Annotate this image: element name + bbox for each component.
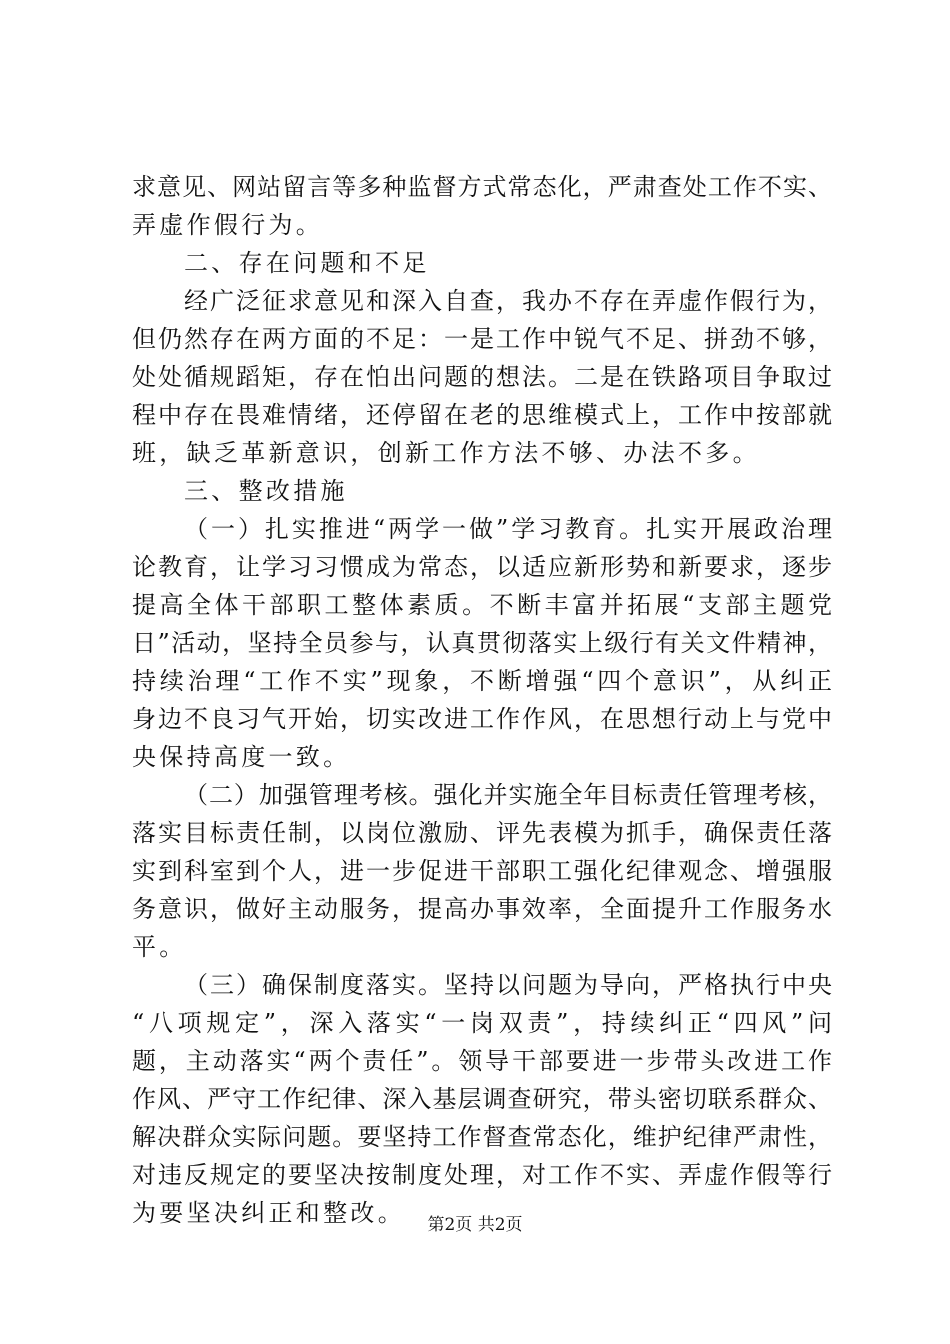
text-line: （二）加强管理考核。强化并实施全年目标责任管理考核， <box>184 781 832 809</box>
text-line: 处处循规蹈矩，存在怕出问题的想法。二是在铁路项目争取过 <box>132 363 832 391</box>
text-line: 落实目标责任制，以岗位激励、评先表模为抓手，确保责任落 <box>132 819 832 847</box>
text-line: 作风、严守工作纪律、深入基层调查研究，带头密切联系群众、 <box>132 1085 832 1113</box>
text-line: 对违反规定的要坚决按制度处理，对工作不实、弄虚作假等行 <box>132 1161 832 1189</box>
text-line: 提高全体干部职工整体素质。不断丰富并拓展“支部主题党 <box>132 591 832 619</box>
text-line: 题，主动落实“两个责任”。领导干部要进一步带头改进工作 <box>132 1047 832 1075</box>
text-line: “八项规定”，深入落实“一岗双责”，持续纠正“四风”问 <box>132 1009 832 1037</box>
text-line: 但仍然存在两方面的不足：一是工作中锐气不足、拼劲不够， <box>132 325 832 353</box>
text-line: （三）确保制度落实。坚持以问题为导向，严格执行中央 <box>184 971 832 999</box>
text-line: 求意见、网站留言等多种监督方式常态化，严肃查处工作不实、 <box>132 173 832 201</box>
text-line: 实到科室到个人，进一步促进干部职工强化纪律观念、增强服 <box>132 857 832 885</box>
text-line: 程中存在畏难情绪，还停留在老的思维模式上，工作中按部就 <box>132 401 832 429</box>
text-line: 日”活动，坚持全员参与，认真贯彻落实上级行有关文件精神， <box>132 629 832 657</box>
text-line: 平。 <box>132 933 187 961</box>
text-line: 持续治理“工作不实”现象，不断增强“四个意识”，从纠正 <box>132 667 832 695</box>
text-line: 身边不良习气开始，切实改进工作作风，在思想行动上与党中 <box>132 705 832 733</box>
page-number-footer: 第2页 共2页 <box>427 1215 523 1235</box>
text-line: （一）扎实推进“两学一做”学习教育。扎实开展政治理 <box>184 515 832 543</box>
section-heading: 三、整改措施 <box>184 477 348 505</box>
text-line: 经广泛征求意见和深入自查，我办不存在弄虚作假行为， <box>184 287 832 315</box>
text-line: 班，缺乏革新意识，创新工作方法不够、办法不多。 <box>132 439 760 467</box>
text-line: 论教育，让学习习惯成为常态，以适应新形势和新要求，逐步 <box>132 553 832 581</box>
document-body <box>132 168 832 1232</box>
text-line: 务意识，做好主动服务，提高办事效率，全面提升工作服务水 <box>132 895 832 923</box>
text-line: 为要坚决纠正和整改。 <box>132 1199 405 1227</box>
text-line: 弄虚作假行为。 <box>132 211 324 239</box>
text-line: 解决群众实际问题。要坚持工作督查常态化，维护纪律严肃性， <box>132 1123 832 1151</box>
text-line: 央保持高度一致。 <box>132 743 351 771</box>
section-heading: 二、存在问题和不足 <box>184 249 430 277</box>
